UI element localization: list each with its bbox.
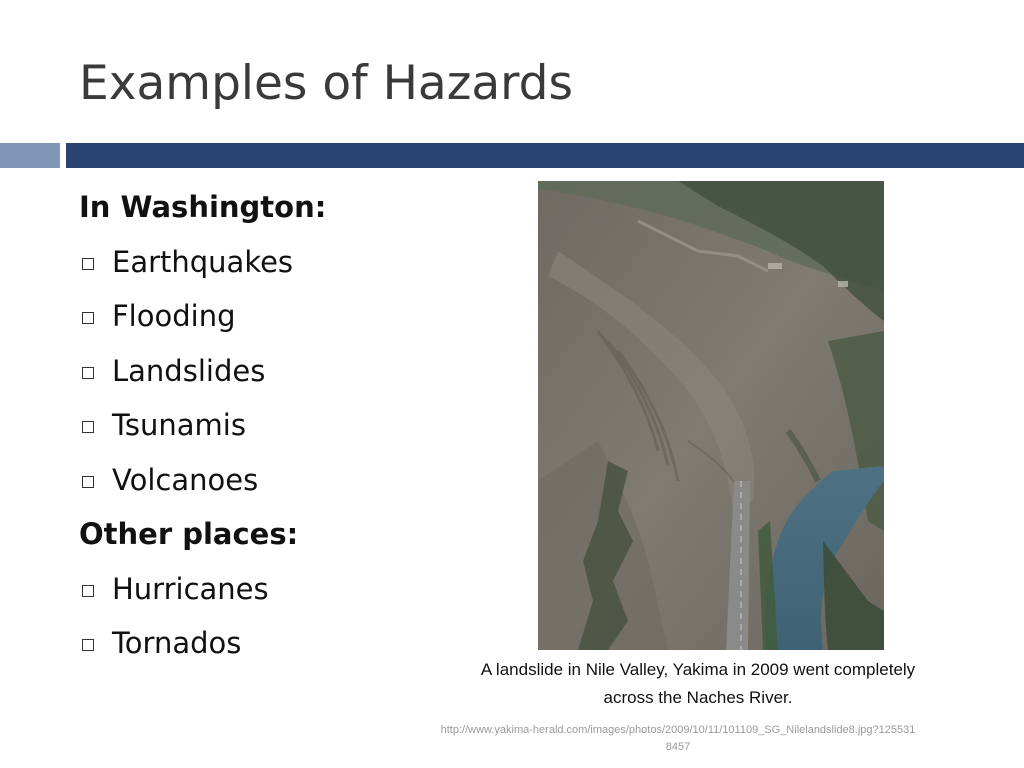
square-bullet-icon [82,258,94,270]
list-item [79,562,479,617]
list-item [79,235,479,290]
list-item [79,398,479,453]
square-bullet-icon [82,312,94,324]
title-accent-bar-right [66,143,1024,168]
list-item [79,453,479,508]
list-item [79,344,479,399]
square-bullet-icon [82,585,94,597]
washington-heading: In Washington: [79,190,327,224]
list-item-label: Hurricanes [112,571,269,606]
image-source-url: http://www.yakima-herald.com/images/photos/2009/10/11/101109_SG_Nilelandslide8.jpg?1255318457 [440,724,916,753]
list-item [79,616,479,671]
square-bullet-icon [82,367,94,379]
list-item-label: Earthquakes [112,244,294,279]
list-item [79,289,479,344]
square-bullet-icon [82,476,94,488]
square-bullet-icon [82,639,94,651]
other-places-heading: Other places: [79,517,299,551]
list-item-label: Landslides [112,353,266,388]
slide-title: Examples of Hazards [79,56,574,111]
list-item-label: Tsunamis [112,408,246,442]
image-caption: A landslide in Nile Valley, Yakima in 2009 went completely across the Naches River. [480,660,916,707]
title-accent-bar-left [0,143,60,168]
square-bullet-icon [82,421,94,433]
list-item-label: Tornados [112,626,242,660]
list-item-label: Volcanoes [112,462,259,497]
bullet-list [79,180,479,671]
landslide-photo [538,181,884,650]
list-item-label: Flooding [112,299,236,333]
